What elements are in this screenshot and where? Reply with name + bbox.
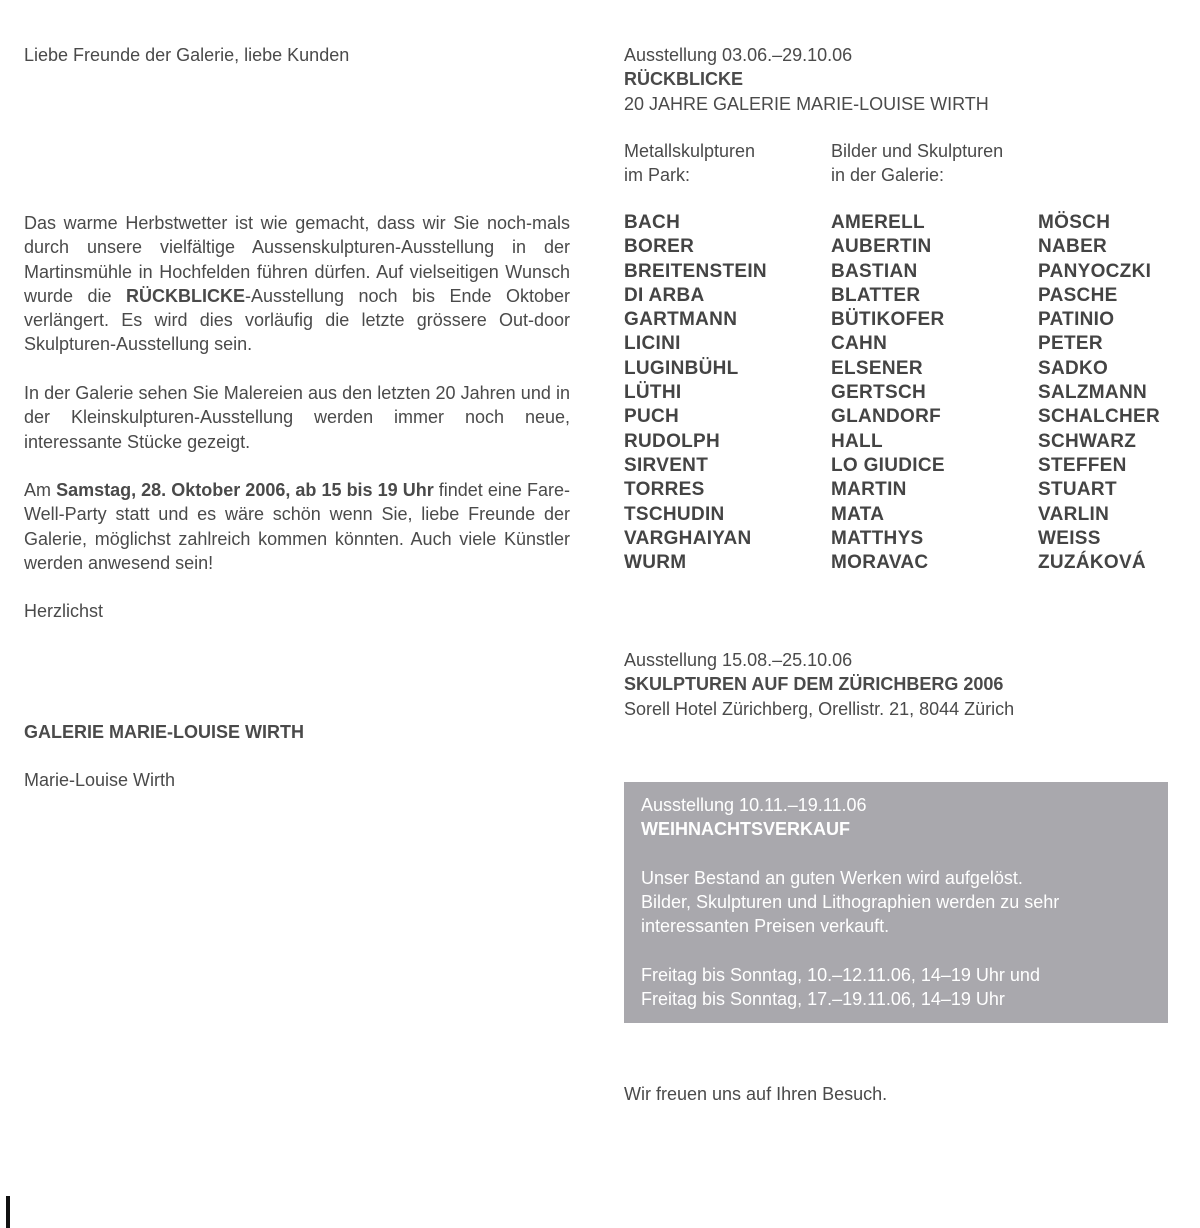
artist-name: VARLIN xyxy=(1038,503,1110,525)
letter-paragraph-1-text-b: -Ausstellung noch bis Ende Oktober verlängert. Es wird dies vorläufig die letzte grössere Out-door Skulpturen-Ausstellung sein. xyxy=(24,285,570,355)
exhibition-1-title: RÜCKBLICKE xyxy=(624,69,743,90)
artist-name: SADKO xyxy=(1038,357,1109,379)
artist-name: LÜTHI xyxy=(624,382,682,404)
party-date-emphasis: Samstag, 28. Oktober 2006, ab 15 bis 19 Uhr xyxy=(56,480,434,500)
exhibition-rueckblicke-header xyxy=(624,43,1184,116)
artist-name: GARTMANN xyxy=(624,309,738,331)
gallery-heading-line-2: in der Galerie: xyxy=(831,165,945,186)
exhibition-3-dates: Ausstellung 10.11.–19.11.06 xyxy=(641,795,867,815)
exhibition-3-description-2: Bilder, Skulpturen und Lithographien werden zu sehr xyxy=(641,892,1060,913)
artist-name: WEISS xyxy=(1038,527,1101,549)
christmas-sale-content xyxy=(641,793,1059,1012)
artist-name: SALZMANN xyxy=(1038,382,1147,404)
artist-name: BACH xyxy=(624,212,681,233)
exhibition-3-hours-1: Freitag bis Sonntag, 10.–12.11.06, 14–19 Uhr und xyxy=(641,965,1040,986)
artist-name: TSCHUDIN xyxy=(624,503,725,525)
artist-name: PETER xyxy=(1038,333,1103,355)
gallery-name: GALERIE MARIE-LOUISE WIRTH xyxy=(24,722,304,742)
rueckblicke-emphasis: RÜCKBLICKE xyxy=(125,285,245,306)
letter-paragraph-2: In der Galerie sehen Sie Malereien aus den letzten 20 Jahren und in der Kleinskulpturen-Ausstellung werden immer noch neue, interessante Stücke gezeigt. xyxy=(24,383,570,452)
artist-name: HALL xyxy=(831,430,883,452)
artist-name: GERTSCH xyxy=(831,382,926,404)
scan-edge-mark xyxy=(6,1196,10,1228)
gallery-heading-line-1: Bilder und Skulpturen xyxy=(831,141,1004,161)
letter-paragraph-1 xyxy=(24,211,570,357)
artist-name: PASCHE xyxy=(1038,284,1118,306)
artist-name: ELSENER xyxy=(831,357,923,379)
letter-paragraph-1-text-a: Das warme Herbstwetter ist wie gemacht, dass wir Sie noch-mals durch unsere vielfältige Aussenskulpturen-Ausstellung in der Martinsmühle in Hochfelden führen dürfen. Auf vielseitigen Wunsch wurde die xyxy=(24,213,570,306)
christmas-sale-box xyxy=(624,782,1168,1023)
gallery-artists-list-2 xyxy=(1038,211,1160,575)
exhibition-3-description-1: Unser Bestand an guten Werken wird aufgelöst. xyxy=(641,867,1023,888)
exhibition-3-hours-2: Freitag bis Sonntag, 17.–19.11.06, 14–19 Uhr xyxy=(641,989,1005,1010)
artist-name: BÜTIKOFER xyxy=(831,309,945,331)
salutation: Liebe Freunde der Galerie, liebe Kunden xyxy=(24,45,350,65)
artist-name: STEFFEN xyxy=(1038,454,1127,476)
exhibition-3-description-3: interessanten Preisen verkauft. xyxy=(641,916,890,937)
artist-name: SCHALCHER xyxy=(1038,406,1160,428)
gallery-artists-heading xyxy=(831,139,1003,188)
park-artists-heading xyxy=(624,139,755,188)
exhibition-zuerichberg xyxy=(624,648,1184,721)
artist-name: BREITENSTEIN xyxy=(624,260,767,282)
artist-name: WURM xyxy=(624,552,687,574)
park-heading-line-1: Metallskulpturen xyxy=(624,141,756,161)
artist-name: DI ARBA xyxy=(624,284,705,306)
artist-name: TORRES xyxy=(624,479,705,501)
artist-name: SCHWARZ xyxy=(1038,430,1137,452)
letter-paragraph-3-text-a: Am xyxy=(24,480,57,500)
exhibition-2-location: Sorell Hotel Zürichberg, Orellistr. 21, 8044 Zürich xyxy=(624,698,1015,719)
park-heading-line-2: im Park: xyxy=(624,165,691,186)
artist-name: AMERELL xyxy=(831,212,925,233)
artist-name: BASTIAN xyxy=(831,260,918,282)
artist-name: BLATTER xyxy=(831,284,921,306)
artist-name: MATA xyxy=(831,503,885,525)
artist-name: AUBERTIN xyxy=(831,236,932,258)
artist-name: MARTIN xyxy=(831,479,907,501)
artist-name: BORER xyxy=(624,236,695,258)
letter-paragraph-3-text-b: findet eine Fare-Well-Party statt und es wäre schön wenn Sie, liebe Freunde der Galerie, möglichst zahlreich kommen könnten. Auch viele Künstler werden anwesend sein! xyxy=(24,480,570,573)
exhibition-2-title: SKULPTUREN AUF DEM ZÜRICHBERG 2006 xyxy=(624,674,1004,695)
artist-name: NABER xyxy=(1038,236,1108,258)
artist-name: LUGINBÜHL xyxy=(624,357,739,379)
artist-name: PUCH xyxy=(624,406,680,428)
closing-line: Wir freuen uns auf Ihren Besuch. xyxy=(624,1084,888,1104)
gallery-artists-list-1 xyxy=(831,211,945,575)
artist-name: MORAVAC xyxy=(831,552,929,574)
artist-name: PATINIO xyxy=(1038,309,1115,331)
artist-name: CAHN xyxy=(831,333,888,355)
signature-name: Marie-Louise Wirth xyxy=(24,770,176,790)
artist-name: SIRVENT xyxy=(624,454,709,476)
artist-name: LICINI xyxy=(624,333,681,355)
artist-name: PANYOCZKI xyxy=(1038,260,1152,282)
closing-greeting: Herzlichst xyxy=(24,601,104,621)
artist-name: MÖSCH xyxy=(1038,212,1111,233)
park-artists-list xyxy=(624,211,767,575)
artist-name: RUDOLPH xyxy=(624,430,721,452)
letter-paragraph-3 xyxy=(24,478,570,575)
artist-name: VARGHAIYAN xyxy=(624,527,752,549)
artist-name: LO GIUDICE xyxy=(831,454,945,476)
artist-name: STUART xyxy=(1038,479,1117,501)
exhibition-1-subtitle: 20 JAHRE GALERIE MARIE-LOUISE WIRTH xyxy=(624,93,989,114)
exhibition-2-dates: Ausstellung 15.08.–25.10.06 xyxy=(624,650,853,670)
artist-name: GLANDORF xyxy=(831,406,942,428)
artist-name: MATTHYS xyxy=(831,527,924,549)
artist-name: ZUZÁKOVÁ xyxy=(1038,552,1146,574)
exhibition-3-title: WEIHNACHTSVERKAUF xyxy=(641,819,850,840)
exhibition-1-dates: Ausstellung 03.06.–29.10.06 xyxy=(624,45,853,65)
